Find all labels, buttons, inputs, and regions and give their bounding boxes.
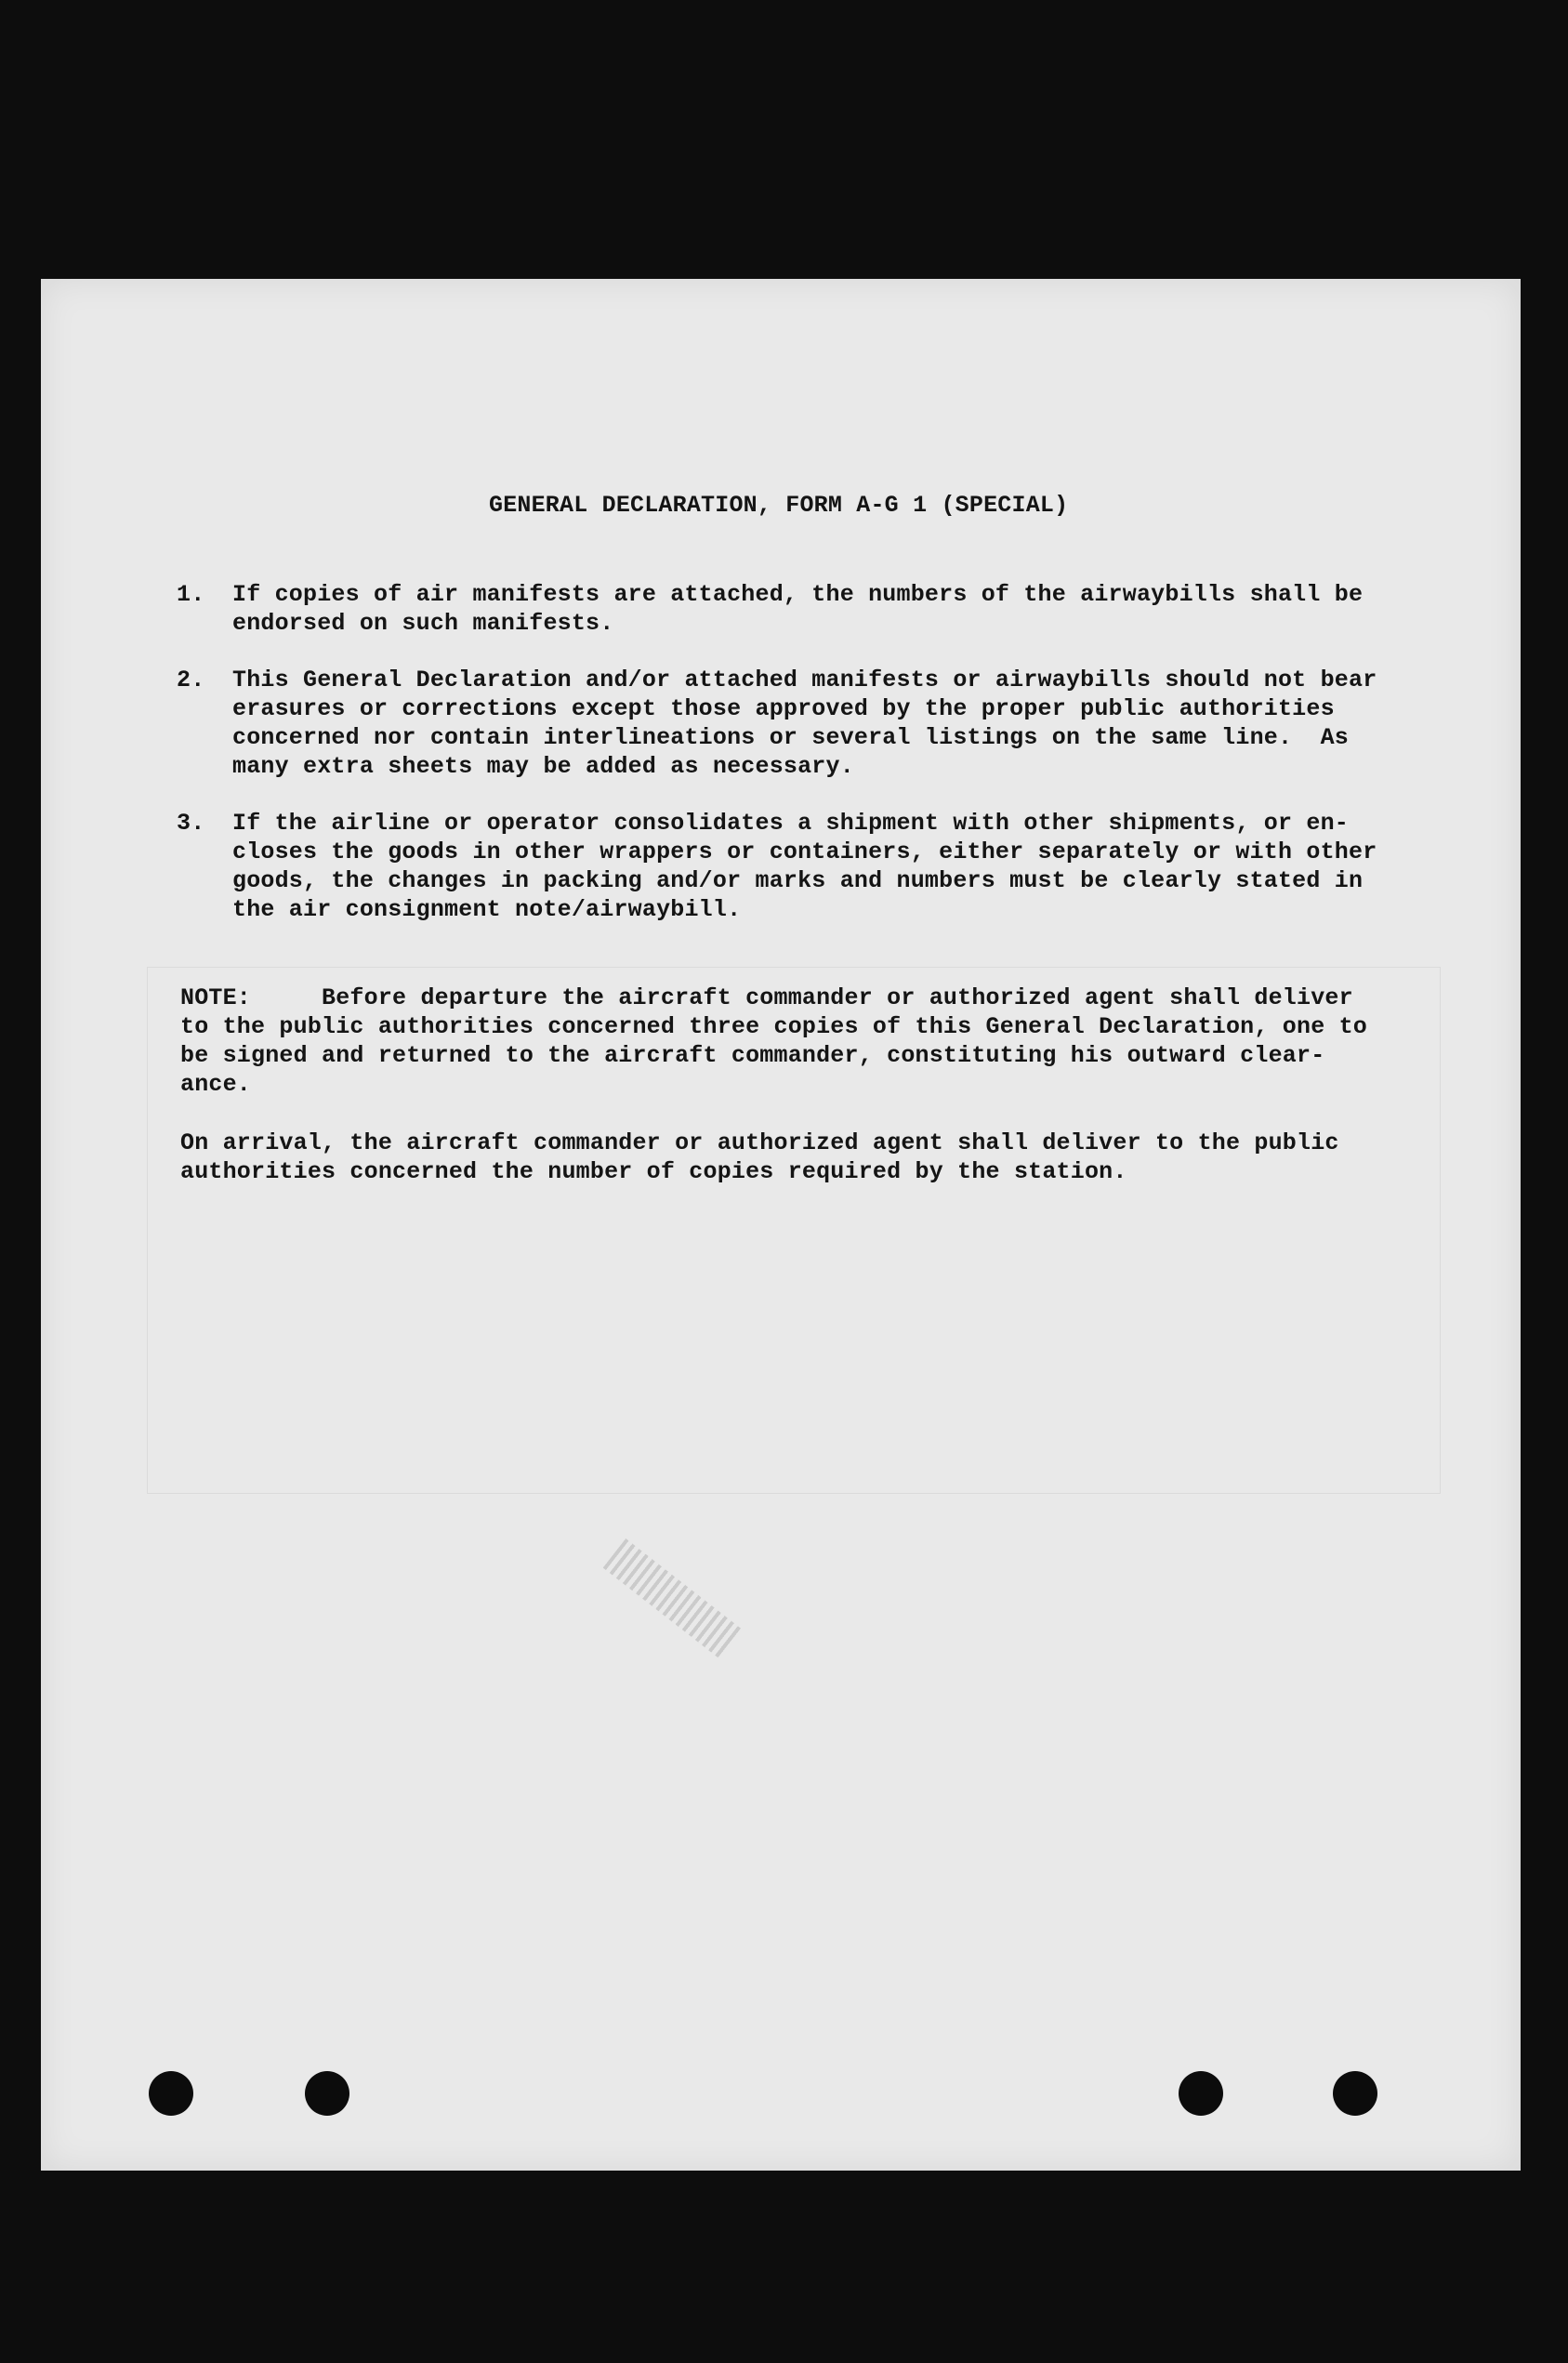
document-page [41, 279, 1521, 2171]
item-text [232, 580, 1363, 638]
item-text [232, 666, 1377, 781]
arrival-paragraph [180, 1129, 1339, 1186]
item-line: If copies of air manifests are attached, the numbers of the airwaybills shall be [232, 581, 1364, 608]
instruction-item-3 [177, 809, 1377, 924]
note-line: to the public authorities concerned three copies of this General Declaration, one to [180, 1013, 1368, 1040]
item-line: This General Declaration and/or attached manifests or airwaybills should not bear [232, 667, 1377, 693]
form-heading: GENERAL DECLARATION, FORM A-G 1 (SPECIAL) [489, 492, 1069, 519]
item-number: 3. [177, 810, 205, 837]
item-text [232, 809, 1377, 924]
item-line: closes the goods in other wrappers or containers, either separately or with other [232, 838, 1377, 865]
item-line: many extra sheets may be added as necessary. [232, 753, 854, 780]
item-line: endorsed on such manifests. [232, 610, 614, 637]
note-line: be signed and returned to the aircraft commander, constituting his outward clear- [180, 1042, 1325, 1069]
item-line: erasures or corrections except those approved by the proper public authorities [232, 695, 1335, 722]
item-line: the air consignment note/airwaybill. [232, 896, 742, 923]
punch-hole [305, 2071, 349, 2116]
item-number: 2. [177, 667, 205, 693]
note-paragraph [180, 983, 1367, 1099]
item-line: If the airline or operator consolidates a shipment with other shipments, or en- [232, 810, 1349, 837]
punch-hole [149, 2071, 193, 2116]
item-number: 1. [177, 581, 205, 608]
item-line: concerned nor contain interlineations or several listings on the same line. As [232, 724, 1349, 751]
punch-hole [1179, 2071, 1223, 2116]
instruction-item-2 [177, 666, 1377, 781]
arrival-line: authorities concerned the number of copies required by the station. [180, 1158, 1127, 1185]
item-line: goods, the changes in packing and/or marks and numbers must be clearly stated in [232, 867, 1364, 894]
punch-hole [1333, 2071, 1377, 2116]
note-line: ance. [180, 1071, 252, 1098]
note-line: NOTE: Before departure the aircraft commander or authorized agent shall deliver [180, 984, 1353, 1011]
faded-stamp-mark [603, 1538, 744, 1659]
arrival-line: On arrival, the aircraft commander or authorized agent shall deliver to the public [180, 1129, 1339, 1156]
